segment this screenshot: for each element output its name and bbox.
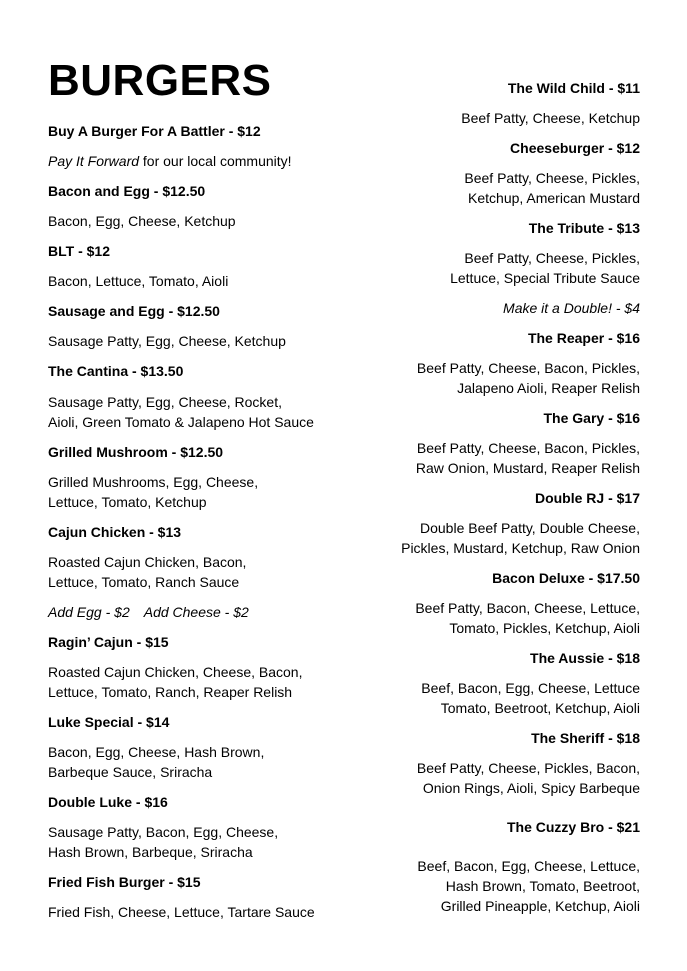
menu-item-desc: Fried Fish, Cheese, Lettuce, Tartare Sauce bbox=[48, 904, 315, 920]
menu-item-desc: Barbeque Sauce, Sriracha bbox=[48, 764, 213, 780]
menu-item-name: The Cantina - $13.50 bbox=[48, 363, 184, 379]
menu-item-name: The Reaper - $16 bbox=[527, 330, 640, 346]
menu-item-desc: Lettuce, Special Tribute Sauce bbox=[450, 270, 640, 286]
menu-item-name: Fried Fish Burger - $15 bbox=[48, 874, 201, 890]
menu-item-name: Bacon Deluxe - $17.50 bbox=[492, 570, 640, 586]
menu-item-desc: Sausage Patty, Egg, Cheese, Rocket, bbox=[48, 394, 282, 410]
menu-item-name: Double Luke - $16 bbox=[48, 794, 168, 810]
menu-item-name: The Gary - $16 bbox=[543, 410, 640, 426]
menu-item-name: The Aussie - $18 bbox=[530, 650, 640, 666]
menu-item-name: The Tribute - $13 bbox=[528, 220, 640, 236]
menu-item-desc: Beef Patty, Cheese, Pickles, bbox=[464, 170, 640, 186]
menu-item-name: Bacon and Egg - $12.50 bbox=[48, 183, 206, 199]
menu-item-desc: Grilled Mushrooms, Egg, Cheese, bbox=[48, 474, 259, 490]
menu-item-name: Cajun Chicken - $13 bbox=[48, 524, 182, 540]
addons-note bbox=[48, 602, 249, 622]
menu-item-name: BLT - $12 bbox=[48, 243, 110, 259]
menu-item-desc: Bacon, Egg, Cheese, Hash Brown, bbox=[48, 744, 265, 760]
make-it-double-note: Make it a Double! - $4 bbox=[503, 300, 640, 316]
menu-item-name: Sausage and Egg - $12.50 bbox=[48, 303, 220, 319]
menu-item-desc: Roasted Cajun Chicken, Bacon, bbox=[48, 554, 247, 570]
menu-item-desc: Bacon, Lettuce, Tomato, Aioli bbox=[48, 273, 229, 289]
menu-item-desc: Beef, Bacon, Egg, Cheese, Lettuce, bbox=[417, 858, 640, 874]
menu-item-name: Grilled Mushroom - $12.50 bbox=[48, 444, 224, 460]
menu-item-desc: Hash Brown, Tomato, Beetroot, bbox=[445, 878, 640, 894]
page-title: BURGERS bbox=[48, 56, 272, 105]
menu-item-desc: Hash Brown, Barbeque, Sriracha bbox=[48, 844, 253, 860]
menu-item-desc: Onion Rings, Aioli, Spicy Barbeque bbox=[422, 780, 640, 796]
menu-item-name: Buy A Burger For A Battler - $12 bbox=[48, 123, 261, 139]
menu-item-name: The Wild Child - $11 bbox=[507, 80, 640, 96]
menu-item-name: The Cuzzy Bro - $21 bbox=[506, 819, 640, 835]
menu-item-desc: Raw Onion, Mustard, Reaper Relish bbox=[415, 460, 640, 476]
menu-item-desc: Grilled Pineapple, Ketchup, Aioli bbox=[440, 898, 640, 914]
menu-item-desc: Beef Patty, Cheese, Ketchup bbox=[461, 110, 640, 126]
menu-item-name: Luke Special - $14 bbox=[48, 714, 170, 730]
menu-item-desc: Roasted Cajun Chicken, Cheese, Bacon, bbox=[48, 664, 303, 680]
menu-item-name: Cheeseburger - $12 bbox=[510, 140, 640, 156]
menu-item-name: Double RJ - $17 bbox=[534, 490, 640, 506]
pay-it-forward-italic: Pay It Forward bbox=[48, 153, 140, 169]
menu-item-desc: Bacon, Egg, Cheese, Ketchup bbox=[48, 213, 236, 229]
menu-item-desc: Beef Patty, Bacon, Cheese, Lettuce, bbox=[415, 600, 640, 616]
pay-it-forward-rest: for our local community! bbox=[139, 153, 292, 169]
add-egg-note: Add Egg - $2 bbox=[48, 604, 130, 620]
pay-it-forward-note bbox=[48, 151, 292, 171]
menu-item-desc: Sausage Patty, Bacon, Egg, Cheese, bbox=[48, 824, 279, 840]
menu-item-desc: Double Beef Patty, Double Cheese, bbox=[420, 520, 640, 536]
menu-item-desc: Beef, Bacon, Egg, Cheese, Lettuce bbox=[421, 680, 640, 696]
menu-item-desc: Lettuce, Tomato, Ranch Sauce bbox=[48, 574, 240, 590]
menu-item-desc: Sausage Patty, Egg, Cheese, Ketchup bbox=[48, 333, 286, 349]
menu-item-name: Ragin’ Cajun - $15 bbox=[48, 634, 169, 650]
menu-item-desc: Lettuce, Tomato, Ranch, Reaper Relish bbox=[48, 684, 293, 700]
menu-item-desc: Beef Patty, Cheese, Pickles, bbox=[464, 250, 640, 266]
menu-item-desc: Aioli, Green Tomato & Jalapeno Hot Sauce bbox=[48, 414, 314, 430]
add-cheese-note: Add Cheese - $2 bbox=[143, 604, 249, 620]
menu-item-desc: Beef Patty, Cheese, Pickles, Bacon, bbox=[416, 760, 640, 776]
menu-item-desc: Beef Patty, Cheese, Bacon, Pickles, bbox=[416, 440, 640, 456]
menu-item-desc: Lettuce, Tomato, Ketchup bbox=[48, 494, 207, 510]
menu-item-desc: Tomato, Pickles, Ketchup, Aioli bbox=[449, 620, 640, 636]
menu-item-desc: Jalapeno Aioli, Reaper Relish bbox=[457, 380, 640, 396]
menu-item-desc: Beef Patty, Cheese, Bacon, Pickles, bbox=[416, 360, 640, 376]
menu-item-desc: Pickles, Mustard, Ketchup, Raw Onion bbox=[401, 540, 640, 556]
menu-item-desc: Tomato, Beetroot, Ketchup, Aioli bbox=[440, 700, 640, 716]
menu-item-name: The Sheriff - $18 bbox=[531, 730, 640, 746]
menu-item-desc: Ketchup, American Mustard bbox=[468, 190, 640, 206]
